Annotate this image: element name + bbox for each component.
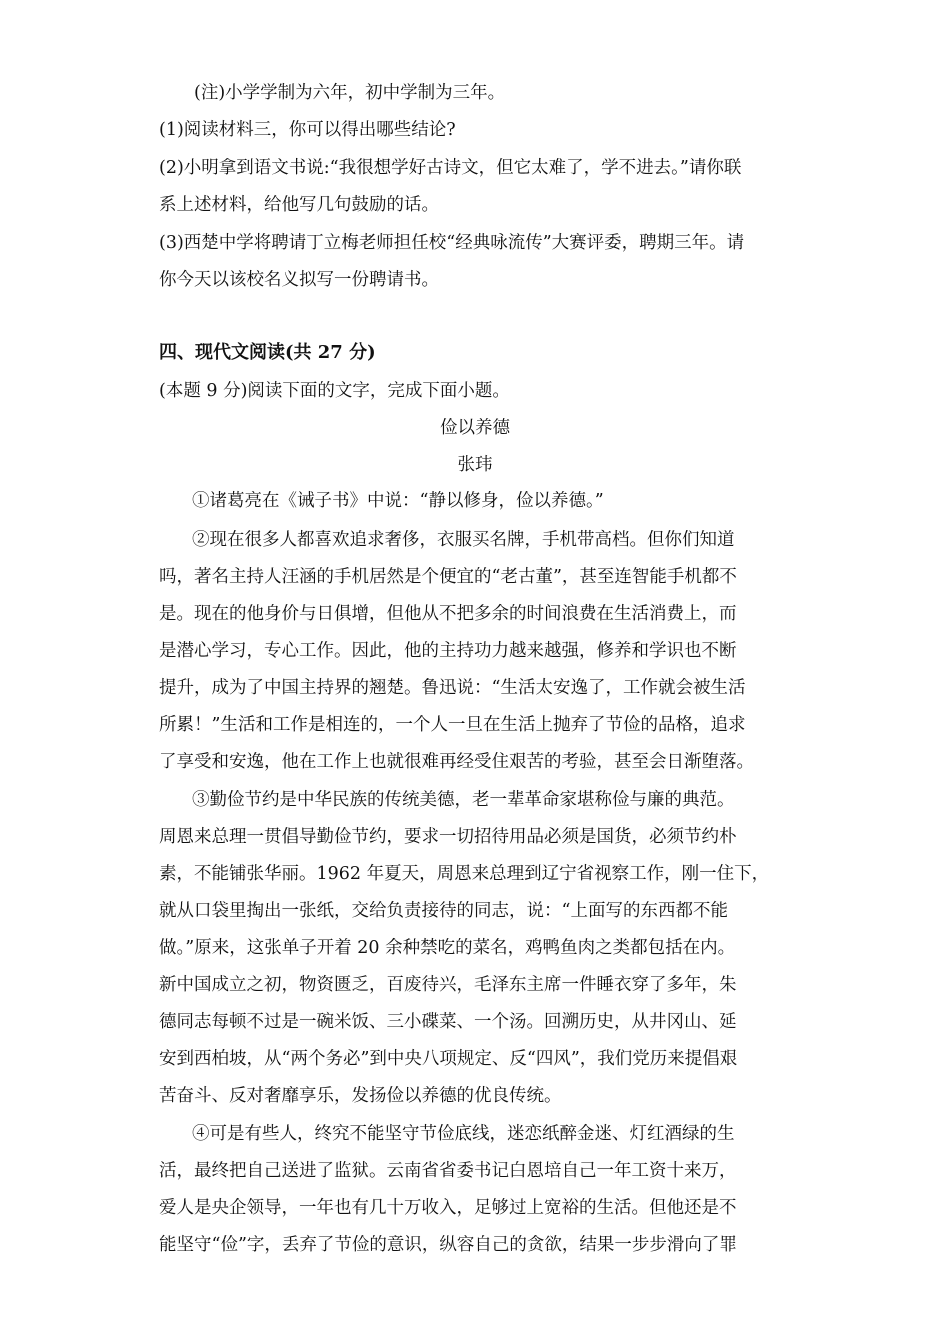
article-line: 爱人是央企领导，一年也有几十万收入，足够过上宽裕的生活。但他还是不 bbox=[159, 1198, 737, 1218]
article-line: ③勤俭节约是中华民族的传统美德，老一辈革命家堪称俭与廉的典范。 bbox=[192, 790, 735, 810]
article-line: 新中国成立之初，物资匮乏，百废待兴，毛泽东主席一件睡衣穿了多年，朱 bbox=[159, 975, 737, 995]
question-3-line-1: (3)西楚中学将聘请丁立梅老师担任校“经典咏流传”大赛评委，聘期三年。请 bbox=[159, 233, 745, 253]
article-line: 能坚守“俭”字，丢弃了节俭的意识，纵容自己的贪欲，结果一步步滑向了罪 bbox=[159, 1235, 737, 1255]
question-1: (1)阅读材料三，你可以得出哪些结论? bbox=[159, 120, 456, 140]
article-title: 俭以养德 bbox=[440, 418, 510, 438]
question-2-line-2: 系上述材料，给他写几句鼓励的话。 bbox=[159, 195, 439, 215]
article-line: 安到西柏坡，从“两个务必”到中央八项规定、反“四风”，我们党历来提倡艰 bbox=[159, 1049, 738, 1069]
article-line: 做。”原来，这张单子开着 20 余种禁吃的菜名，鸡鸭鱼肉之类都包括在内。 bbox=[159, 938, 736, 958]
article-line: 周恩来总理一贯倡导勤俭节约，要求一切招待用品必须是国货，必须节约朴 bbox=[159, 827, 737, 847]
question-3-line-2: 你今天以该校名义拟写一份聘请书。 bbox=[159, 270, 439, 290]
article-line: ①诸葛亮在《诫子书》中说：“静以修身，俭以养德。” bbox=[192, 491, 604, 511]
article-line: 提升，成为了中国主持界的翘楚。鲁迅说：“生活太安逸了，工作就会被生活 bbox=[159, 678, 746, 698]
article-line: 苦奋斗、反对奢靡享乐，发扬俭以养德的优良传统。 bbox=[159, 1086, 562, 1106]
article-line: ④可是有些人，终究不能坚守节俭底线，迷恋纸醉金迷、灯红酒绿的生 bbox=[192, 1124, 735, 1144]
article-line: 所累！”生活和工作是相连的，一个人一旦在生活上抛弃了节俭的品格，追求 bbox=[159, 715, 746, 735]
article-line: 是潜心学习，专心工作。因此，他的主持功力越来越强，修养和学识也不断 bbox=[159, 641, 737, 661]
question-2-line-1: (2)小明拿到语文书说:“我很想学好古诗文，但它太难了，学不进去。”请你联 bbox=[159, 158, 742, 178]
article-line: 了享受和安逸，他在工作上也就很难再经受住艰苦的考验，甚至会日渐堕落。 bbox=[159, 752, 754, 772]
article-line: 吗，著名主持人汪涵的手机居然是个便宜的“老古董”，甚至连智能手机都不 bbox=[159, 567, 737, 587]
article-line: 是。现在的他身价与日俱增，但他从不把多余的时间浪费在生活消费上，而 bbox=[159, 604, 737, 624]
article-line: ②现在很多人都喜欢追求奢侈，衣服买名牌，手机带高档。但你们知道 bbox=[192, 530, 735, 550]
section-instruction: (本题 9 分)阅读下面的文字，完成下面小题。 bbox=[159, 381, 510, 401]
article-line: 素，不能铺张华丽。1962 年夏天，周恩来总理到辽宁省视察工作，刚一住下， bbox=[159, 864, 770, 884]
article-line: 就从口袋里掏出一张纸，交给负责接待的同志，说：“上面写的东西都不能 bbox=[159, 901, 728, 921]
note-text: (注)小学学制为六年，初中学制为三年。 bbox=[194, 83, 506, 103]
section-heading: 四、现代文阅读(共 27 分) bbox=[159, 342, 376, 363]
article-author: 张玮 bbox=[457, 455, 493, 475]
article-line: 德同志每顿不过是一碗米饭、三小碟菜、一个汤。回溯历史，从井冈山、延 bbox=[159, 1012, 737, 1032]
article-line: 活，最终把自己送进了监狱。云南省省委书记白恩培自己一年工资十来万， bbox=[159, 1161, 737, 1181]
